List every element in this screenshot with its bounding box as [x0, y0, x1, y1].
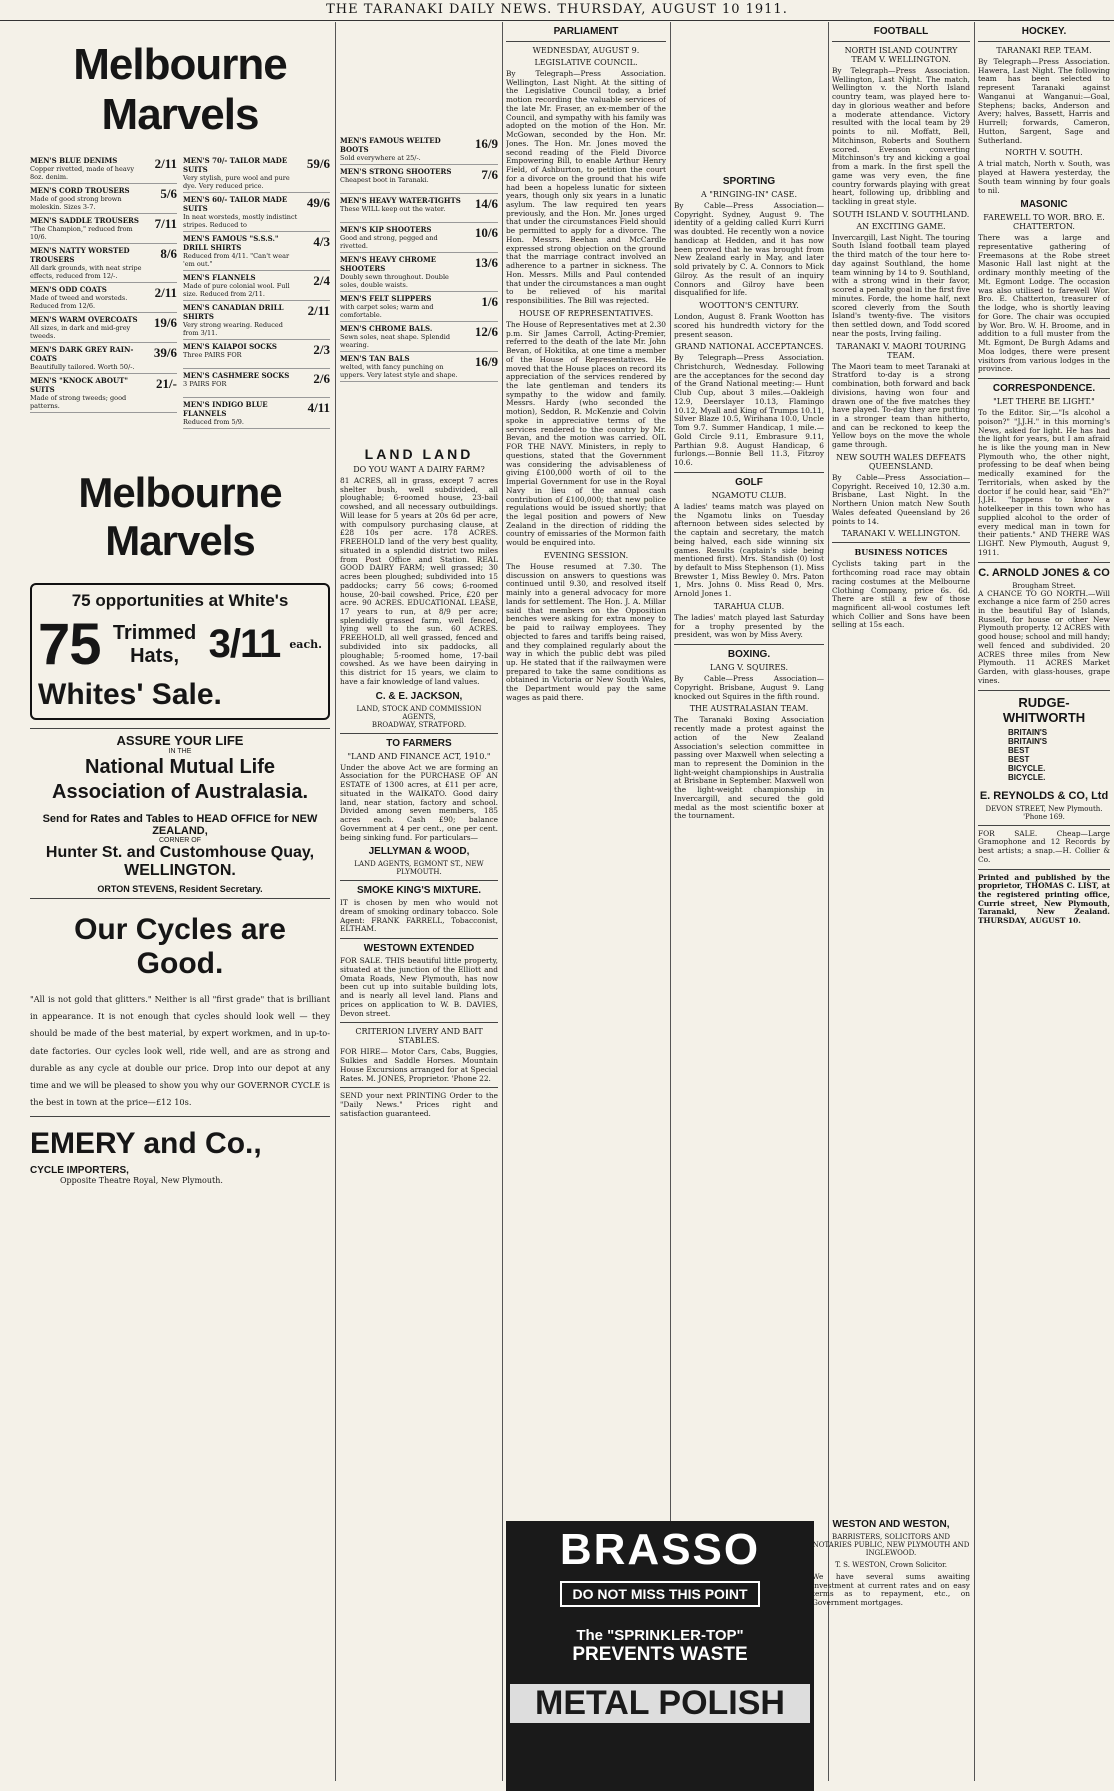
football-heading: FOOTBALL	[873, 26, 929, 37]
column-ads-left	[30, 22, 330, 1781]
maori-heading: TARANAKI V. MAORI TOURING TEAM.	[836, 341, 966, 360]
sale-name: Whites' Sale.	[38, 678, 222, 711]
land-sub: DO YOU WANT A DAIRY FARM?	[353, 465, 485, 474]
evening-heading: EVENING SESSION.	[543, 550, 629, 560]
maori-body: The Maori team to meet Taranaki at Stratford to-day is a strong combination, both forward and back divisions, having won four and drawn one of the five matches they have played. To-day they are putting in a stronger team than hitherto, and can be reckoned to keep the Yellow boys on the move the whole game through.	[832, 361, 970, 450]
spacer	[340, 22, 498, 134]
smoke-body: IT is chosen by men who would not dream of smoking ordinary tobacco. Sole Agent: FRANK FARRELL, Tobacconist, ELTHAM.	[340, 898, 498, 934]
brasso-title: BRASSO	[559, 1525, 761, 1574]
divider	[978, 690, 1110, 691]
rudge-line: BICYCLE.	[1008, 763, 1046, 773]
brasso-prevents: PREVENTS WASTE	[572, 1644, 748, 1665]
brasso-tagline: DO NOT MISS THIS POINT	[560, 1581, 759, 1607]
price-item: MEN'S CANADIAN DRILL SHIRTS Very strong wearing. Reduced from 3/11. 2/11	[183, 301, 330, 340]
masonic-heading: MASONIC	[1020, 199, 1068, 211]
ad-company: National Mutual Life Association of Australasia.	[52, 756, 308, 803]
emery-address: Opposite Theatre Royal, New Plymouth.	[60, 1175, 223, 1185]
ad-headline: Melbourne Marvels	[73, 40, 287, 139]
grand-heading: GRAND NATIONAL ACCEPTANCES.	[674, 342, 824, 352]
jackson-heading: C. & E. JACKSON,	[375, 690, 463, 702]
price-item: MEN'S CASHMERE SOCKS 3 PAIRS FOR 2/6	[183, 369, 330, 398]
divider	[30, 898, 330, 899]
jellyman-heading: JELLYMAN & WOOD,	[368, 846, 470, 858]
price-item: MEN'S NATTY WORSTED TROUSERS All dark grounds, with neat stripe effects, reduced from 12/-. 8/6	[30, 244, 177, 283]
emery-headline: EMERY and Co.,	[30, 1126, 262, 1160]
south-heading: SOUTH ISLAND V. SOUTHLAND.	[832, 209, 970, 219]
divider	[506, 41, 666, 42]
price-item: MEN'S BLUE DENIMS Copper rivetted, made of heavy 8oz. denim. 2/11	[30, 154, 177, 184]
divider	[340, 1022, 498, 1023]
price-item: MEN'S HEAVY WATER-TIGHTS These WILL keep out the water. 14/6	[340, 194, 498, 223]
cycles-headline: Our Cycles are Good.	[74, 913, 286, 980]
arnold-address: Brougham Street.	[1012, 581, 1076, 590]
nswq-heading: NEW SOUTH WALES DEFEATS QUEENSLAND.	[836, 452, 966, 471]
ngamotu-body: A ladies' teams match was played on the Ngamotu links on Tuesday afternoon between sides selected by the captain and secretary, the match being halved, each side winning six games. Results (captain's side being mentioned first). Mrs. Standish (0) lost by default to Miss Stephenson (1). Miss Brewster 1, Miss Bewley 0. Mrs. Paton 1, Mrs. Johns 0. Miss Read 0, Mrs. Arnold Jones 1.	[674, 501, 824, 599]
rudge-line: BICYCLE.	[1008, 772, 1046, 782]
divider	[978, 562, 1110, 563]
ad-text: IN THE	[168, 748, 192, 755]
price-item: MEN'S INDIGO BLUE FLANNELS Reduced from 5/9. 4/11	[183, 398, 330, 429]
price-item: MEN'S FAMOUS "S.S.S." DRILL SHIRTS Reduced from 4/11. "Can't wear 'em out." 4/3	[183, 232, 330, 271]
divider	[978, 378, 1110, 379]
tarahua-heading: TARAHUA CLUB.	[713, 601, 785, 611]
price-item: MEN'S FELT SLIPPERS with carpet soles; warm and comfortable. 1/6	[340, 292, 498, 322]
jackson-address: BROADWAY, STRATFORD.	[371, 720, 467, 729]
brasso-metal: METAL POLISH	[510, 1684, 810, 1723]
business-heading: BUSINESS NOTICES	[854, 547, 948, 558]
emery-sub: CYCLE IMPORTERS,	[30, 1164, 129, 1176]
column-football	[832, 22, 970, 1510]
criterion-heading: CRITERION LIVERY AND BAIT STABLES.	[355, 1027, 483, 1046]
column-boots-land	[340, 22, 498, 1781]
spacer	[674, 22, 824, 172]
price-item: MEN'S SADDLE TROUSERS "The Champion," reduced from 10/6. 7/11	[30, 214, 177, 244]
rudge-line: BRITAIN'S	[1008, 727, 1048, 737]
north-heading: NORTH ISLAND COUNTRY TEAM V. WELLINGTON.	[844, 46, 958, 64]
ad-headline: Melbourne Marvels	[78, 469, 282, 564]
ns-body: A trial match, North v. South, was played at Hawera yesterday, the South team winning by four goals to nil.	[978, 159, 1110, 195]
light-heading: "LET THERE BE LIGHT."	[993, 397, 1095, 407]
divider	[832, 542, 970, 543]
act-heading: "LAND AND FINANCE ACT, 1910."	[347, 751, 491, 761]
price-item: MEN'S FLANNELS Made of pure colonial wool. Full size. Reduced from 2/11. 2/4	[183, 271, 330, 301]
divider	[340, 1087, 498, 1088]
wootton-body: London, August 8. Frank Wootton has scored his hundredth victory for the present season.	[674, 312, 824, 339]
land-heading: LAND LAND	[364, 446, 474, 462]
divider	[340, 733, 498, 734]
price-item: MEN'S STRONG SHOOTERS Cheapest boot in Taranaki. 7/6	[340, 165, 498, 194]
price-item: MEN'S HEAVY CHROME SHOOTERS Doubly sewn throughout. Double soles, double waists. 13/6	[340, 253, 498, 292]
ad-text: CORNER OF	[159, 837, 201, 844]
column-parliament	[506, 22, 666, 1781]
ns-heading: NORTH V. SOUTH.	[1005, 148, 1083, 158]
jellyman-sub: LAND AGENTS, EGMONT ST., NEW PLYMOUTH.	[354, 860, 484, 877]
reynolds-address: DEVON STREET, New Plymouth. 'Phone 169.	[985, 804, 1103, 821]
criterion-body: FOR HIRE— Motor Cars, Cabs, Buggies, Sulkies and Saddle Horses. Mountain House Excursions arranged for at Special Rates. M. JONES, Proprietor. 'Phone 22.	[340, 1047, 498, 1083]
weston-crown: T. S. WESTON, Crown Solicitor.	[835, 1561, 947, 1569]
australasian-body: The Taranaki Boxing Association recently made a protest against the action of the New Zealand Association's selection committee in passing over Maxwell when selecting a man to represent the Dominion in the light-weight championships in Australia at Brisbane in September. Maxwell won the light-weight championship in Invercargill, and secured the gold medal as the most scientific boxer at the tournament.	[674, 715, 824, 821]
rep-body: By Telegraph—Press Association. Hawera, Last Night. The following team has been selected to represent Taranaki against Wanganui at Wanganui:—Goal, Stephens; backs, Anderson and Avery; halves, Bassett, Harris and Hurrell; forwards, Cameron, Hutton, Sargent, Sage and Sutherland.	[978, 57, 1110, 145]
price-item: MEN'S KIP SHOOTERS Good and strong, pegged and rivetted. 10/6	[340, 223, 498, 253]
ringing-body: By Cable—Press Association—Copyright. Sydney, August 9. The identity of a gelding called Kurri Kurri was doubted. He recently won a novice handicap at Hedden, and it has now been proved that he was brought from New Zealand early in May, and later sold privately by C. A. Connors to Mick Gilroy. As the result of an inquiry Connors and Gilroy have been disqualified for life.	[674, 201, 824, 298]
for-sale: FOR SALE. Cheap—Large Gramophone and 12 Records by best artists; a snap.—H. Collier & Co.	[978, 828, 1110, 864]
price-item: MEN'S FAMOUS WELTED BOOTS Sold everywhere at 25/-. 16/9	[340, 134, 498, 165]
price-item: MEN'S 70/- TAILOR MADE SUITS Very stylish, pure wool and pure dye. Very reduced price. 59/6	[183, 154, 330, 193]
reynolds-heading: E. REYNOLDS & CO, Ltd	[979, 789, 1109, 802]
column-rule	[502, 22, 503, 1781]
ad-heading: ASSURE YOUR LIFE	[116, 733, 244, 748]
weston-heading: WESTON AND WESTON,	[832, 1519, 950, 1530]
rudge-heading: RUDGE-WHITWORTH	[1002, 694, 1086, 725]
ad-text: Send for Rates and Tables to HEAD OFFICE for NEW ZEALAND,	[42, 813, 318, 837]
printing-ad: SEND your next PRINTING Order to the "Daily News." Prices right and satisfaction guaranteed.	[340, 1091, 498, 1118]
price-item: MEN'S 60/- TAILOR MADE SUITS In neat worsteds, mostly indistinct stripes. Reduced to 49/6	[183, 193, 330, 232]
council-body: By Telegraph—Press Association. Wellington, Last Night. At the sitting of the Legislative Council today, a brief motion recording the valuable services of the late Mr. Fraser, an ex-member of the Council, and sympathy with his family was adopted on the motion of the Hon. Mr. McGowan, seconded by the Hon. Mr. Jones. The Hon. Mr. Jones moved the second reading of the Field Divorce Empowering Bill, to enable Arthur Henry Field, of Ashburton, to petition the court for a divorce on the ground that his wife had been a hopeless lunatic for sixteen years, though only six years in a lunatic asylum. The law required ten years previously, and the Hon. Mr. Jones urged that under the circumstances Field should be permitted to apply for a divorce. The Hon. Messrs. Beehan and McCardle expressed strong objection on the ground that the marriage contract involved an adherence to a partner in sickness. The Hon. Messrs. Mills and Paul contended that under the circumstances a man ought to be relieved of his marital responsibilities. The Bill was rejected.	[506, 69, 666, 306]
ad-text: ORTON STEVENS, Resident Secretary.	[97, 884, 263, 894]
divider	[340, 880, 498, 881]
column-rule	[335, 22, 336, 1781]
price-item: MEN'S "KNOCK ABOUT" SUITS Made of strong tweeds; good patterns. 21/-	[30, 374, 177, 413]
sporting-heading: SPORTING	[722, 176, 776, 187]
sale-price: 3/11	[208, 622, 281, 666]
nml-ad	[30, 733, 330, 894]
divider	[978, 825, 1110, 826]
sale-item: Trimmed Hats,	[112, 621, 197, 667]
tarahua-body: The ladies' match played last Saturday for a trophy presented by the president, was won by Miss Avery.	[674, 612, 824, 640]
price-item: MEN'S CORD TROUSERS Made of good strong brown moleskin. Sizes 3-7. 5/6	[30, 184, 177, 214]
sale-heading: 75 opportunities at White's	[71, 591, 289, 610]
price-item: MEN'S KAIAPOI SOCKS Three PAIRS FOR 2/3	[183, 340, 330, 369]
north-body: By Telegraph—Press Association. Wellington, Last Night. The match, Wellington v. the North Island country team, was played here to-day in glorious weather and before a moderate attendance. Victory resulted with the local team by 29 points to nil. Moffatt, Bell, Mitchinson, Roberts and Southern scored. Evenson converting Mitchinson's try and kicking a goal from a mark. In the first spell the game was very even, the fine country forwards playing with great heart, following up, dribbling and tackling in great style.	[832, 66, 970, 207]
exciting-heading: AN EXCITING GAME.	[856, 221, 946, 231]
column-rule	[670, 22, 671, 1781]
divider	[674, 644, 824, 645]
divider	[30, 1116, 330, 1117]
act-body: Under the above Act we are forming an Association for the PURCHASE OF AN ESTATE of 1300 acres, at £11 per acre, situated in the WAIKATO. Good dairy land, near station, factory and school. Divided among seven members, 185 acres each. Cash £90; balance Government at 4 per cent., one per cent. being sinking fund. For particulars—	[340, 762, 498, 842]
south-body: Invercargill, Last Night. The touring South Island football team played the third match of the tour here to-day against Southland, the home team winning by 14 to 9. Southland, with a strong wind in their favor, scored a penalty goal in the first five minutes. Forde, the home half, next scored cleverly from the South Island's twenty-five. The visitors then settled down, and Todd scored near the posts, Irving failing.	[832, 232, 970, 338]
price-item: MEN'S ODD COATS Made of tweed and worsteds. Reduced from 12/6. 2/11	[30, 283, 177, 313]
smoke-heading: SMOKE KING'S MIXTURE.	[356, 885, 482, 897]
masthead: THE TARANAKI DAILY NEWS. THURSDAY, AUGUST 10 1911.	[0, 0, 1114, 21]
farmers-heading: TO FARMERS	[386, 737, 452, 749]
arnold-heading: C. ARNOLD JONES & CO	[978, 566, 1110, 579]
price-item: MEN'S CHROME BALS. Sewn soles, neat shape. Splendid wearing. 12/6	[340, 322, 498, 352]
spacer	[340, 382, 498, 442]
price-list-middle	[183, 154, 330, 429]
divider	[674, 472, 824, 473]
price-list-left	[30, 154, 177, 429]
boxing-heading: BOXING.	[727, 649, 771, 661]
sale-number: 75	[38, 612, 101, 677]
imprint: Printed and published by the proprietor, THOMAS C. LIST, at the registered printing office, Currie street, New Plymouth, Taranaki, New Zealand. THURSDAY, AUGUST 10.	[978, 872, 1110, 926]
ngamotu-heading: NGAMOTU CLUB.	[711, 490, 787, 500]
weston-ad	[812, 1515, 970, 1777]
nswq-body: By Cable—Press Association—Copyright. Received 10, 12.30 a.m. Brisbane, Last Night. In the Northern Union match New South Wales defeated Queensland by 26 points to 14.	[832, 472, 970, 526]
rudge-line: BEST	[1008, 754, 1030, 764]
westown-body: FOR SALE. THIS beautiful little property, situated at the junction of the Elliott and Omata Roads, New Plymouth, has now been cut up into suitable building lots, and is nearly all level land. Plans and prices on application to W. B. DAVIES, Devon street.	[340, 956, 498, 1018]
hockey-heading: HOCKEY.	[1021, 26, 1067, 37]
column-rule	[974, 22, 975, 1781]
rudge-line: BEST	[1008, 745, 1030, 755]
ringing-heading: A "RINGING-IN" CASE.	[700, 190, 798, 199]
parliament-heading: PARLIAMENT	[553, 26, 619, 37]
column-sporting	[674, 22, 824, 1510]
sale-each: each.	[289, 638, 322, 651]
wootton-heading: WOOTTON'S CENTURY.	[699, 301, 799, 311]
arnold-body: A CHANCE TO GO NORTH.—Will exchange a nice farm of 250 acres in the beautiful Bay of Islands, Russell, for house or other New Plymouth property. 12 ACRES with good house; school and mill handy; well fenced and subdivided. 20 ACRES three miles from New Plymouth. 11 ACRES Market Garden, with glass-houses, grape vines.	[978, 588, 1110, 685]
weston-body: We have several sums awaiting investment at current rates and on easy terms as to repayment, etc., on Government mortgages.	[812, 1572, 970, 1608]
westown-heading: WESTOWN EXTENDED	[363, 943, 475, 955]
divider	[30, 728, 330, 729]
house-heading: HOUSE OF REPRESENTATIVES.	[518, 308, 654, 318]
divider	[832, 41, 970, 42]
rudge-line: BRITAIN'S	[1008, 736, 1048, 746]
column-hockey	[978, 22, 1110, 1781]
sale-offer	[38, 611, 322, 678]
jackson-sub: LAND, STOCK AND COMMISSION AGENTS,	[356, 704, 482, 721]
house-body: The House of Representatives met at 2.30 p.m. Sir James Carroll, Acting-Premier, referred to the death of the late Mr. John Bevan, of Hokitika, at one time a member of the House of Representatives. He moved that the House places on record its appreciation of the services rendered by the late gentleman and tenders its sympathy to the widow and family. Messrs. Hardy (who seconded the motion), Seddon, R. McKenzie and Colvin spoke in appreciative terms of the services rendered to the country by Mr. Bevan, and the motion was carried. OIL FOR THE NAVY. Ministers, in reply to questions, stated that the Government was considering the advisableness of giving £100,000 worth of oil to the Imperial Government for use in the Royal Navy in lieu of the annual cash contribution of £100,000; that new police regulations would be issued shortly; that the legal position and powers of New Zealand in the direction of ridding the country of emissaries of the Mormon faith would be enquired into.	[506, 319, 666, 548]
farewell-heading: FAREWELL TO WOR. BRO. E. CHATTERTON.	[983, 213, 1105, 232]
evening-body: The House resumed at 7.30. The discussion on answers to questions was continued until 9.30, and resolved itself mainly into a general advocacy for more lands for settlement. The Hon. J. A. Millar said that members on the Opposition benches were asking for extra money to be paid to railway employees. They objected to fares and tariffs being raised, and they complained regularly about the way in which the public debt was piled up. He stated that if the railwaymen were prepared to take the same conditions as obtained in Victoria or New South Wales, the Department would pay the same wages as paid there.	[506, 561, 666, 702]
twell-heading: TARANAKI V. WELLINGTON.	[841, 529, 961, 539]
cycles-body: "All is not gold that glitters." Neither is all "first grade" that is brilliant in appearance. It is not enough that cycles should look well — they should be made of the best material, by expert workmen, and in up-to-date factories. Our cycles look well, ride well, and are as strong and durable as any cycle at double our price. Drop into our depot at any time and we will be pleased to show you why our GOVERNOR CYCLE is the best in town at the price—£12 10s.	[30, 994, 330, 1108]
divider	[978, 41, 1110, 42]
whites-sale-ad	[30, 583, 330, 720]
golf-heading: GOLF	[735, 476, 763, 488]
parliament-date: WEDNESDAY, AUGUST 9.	[532, 46, 640, 55]
land-body: 81 ACRES, all in grass, except 7 acres shelter bush, well subdivided, all ploughable; 6-roomed house, 23-bail cowshed, and all necessary outbuildings. Will lease for 5 years at 20s 6d per acre, with compulsory purchasing clause, at £28 10s per acre. 178 ACRES. FREEHOLD land of the very best quality, situated in a splendid district two miles from Post Office and Station. REAL GOOD DAIRY FARM; well grassed; 30 acres been ploughed; subdivided into 15 paddocks; carry 56 cows; 6-roomed house, 20-bail cowshed. Price, £20 per acre. 90 ACRES. EDUCATIONAL LEASE, 17 years to run, at 8/9 per acre; splendidly grassed farm, well fenced, lying well to the sun. 60 ACRES. FREEHOLD, all well grassed, fenced and subdivided into six paddocks, all ploughable; 5-roomed home, 17-bail cowshed. As we have been dairying in this district for 15 years, we claim to have a fair knowledge of land values.	[340, 476, 498, 686]
council-heading: LEGISLATIVE COUNCIL.	[534, 58, 638, 67]
brasso-ad	[506, 1521, 814, 1791]
ad-address: Hunter St. and Customhouse Quay, WELLINGTON.	[45, 844, 315, 879]
price-item: MEN'S DARK GREY RAIN-COATS Beautifully tailored. Worth 50/-. 39/6	[30, 343, 177, 374]
price-item: MEN'S TAN BALS welted, with fancy punching on uppers. Very latest style and shape. 16/9	[340, 352, 498, 382]
correspondence-heading: CORRESPONDENCE.	[992, 383, 1096, 395]
rep-heading: TARANAKI REP. TEAM.	[996, 46, 1092, 55]
lang-heading: LANG V. SQUIRES.	[709, 663, 789, 673]
light-body: To the Editor. Sir,—"Is alcohol a poison?" "J.J.H." in this morning's News, asked for light. He has had the light for years, but I am afraid he is like the young man in New Plymouth who, the other night, professing to be deaf when being medically examined for the Territorials, when asked by the doctor if he could hear, said "Eh?" J.J.H. "happens to know a hotelkeeper in this town who has supplied alcohol to the order of every medical man in town for their patients." AND THERE WAS LIGHT. New Plymouth, August 9, 1911.	[978, 408, 1110, 557]
business-body: Cyclists taking part in the forthcoming road race may obtain racing costumes at the Melbourne Clothing Company, price 6s. 6d. There are still a few of those magnificent all-wool costumes left which Collier and Sons have been selling at 15s each.	[832, 559, 970, 630]
weston-sub: BARRISTERS, SOLICITORS AND NOTARIES PUBLIC, NEW PLYMOUTH AND INGLEWOOD.	[812, 1533, 970, 1557]
australasian-heading: THE AUSTRALASIAN TEAM.	[689, 704, 809, 714]
farewell-body: There was a large and representative gathering of Freemasons at the Robe street Masonic Hall last night at the ordinary monthly meeting of the Mt. Egmont Lodge. The occasion was also utilised to farewell Wor. Bro. E. Chatterton, treasurer of the lodge, who is shortly leaving for Gore. The chair was occupied by Wor. Bro. W. H. Broome, and in addition to a full muster from the Mt. Egmont, De Burgh Adams and Moa lodges, there were present visitors from various lodges in the province.	[978, 233, 1110, 374]
rudge-list	[1008, 728, 1110, 782]
brasso-sprinkler: The "SPRINKLER-TOP"	[576, 1627, 744, 1644]
divider	[978, 869, 1110, 870]
lang-body: By Cable—Press Association—Copyright. Brisbane, August 9. Lang knocked out Squires in the fifth round.	[674, 674, 824, 701]
grand-body: By Telegraph—Press Association. Christchurch, Wednesday. Following are the acceptances for the second day of the Grand National meeting:— Hunt Club Cup, about 3 miles.—Oakleigh 12.9, Deerslayer 10.13, Flamingo 10.12, Myall and King of Trumps 10.11, Silver Blaze 10.5, Wirihana 10.0, Uncle Tom 9.7. Summer Handicap, 1 mile.—Gold Circle 9.11, Embrasure 9.11, Parthian 9.8. August Handicap, 6 furlongs.—Bonnie Bell 11.3, Fitzroy 10.6.	[674, 353, 824, 468]
divider	[340, 938, 498, 939]
price-item: MEN'S WARM OVERCOATS All sizes, in dark and mid-grey tweeds. 19/6	[30, 313, 177, 343]
